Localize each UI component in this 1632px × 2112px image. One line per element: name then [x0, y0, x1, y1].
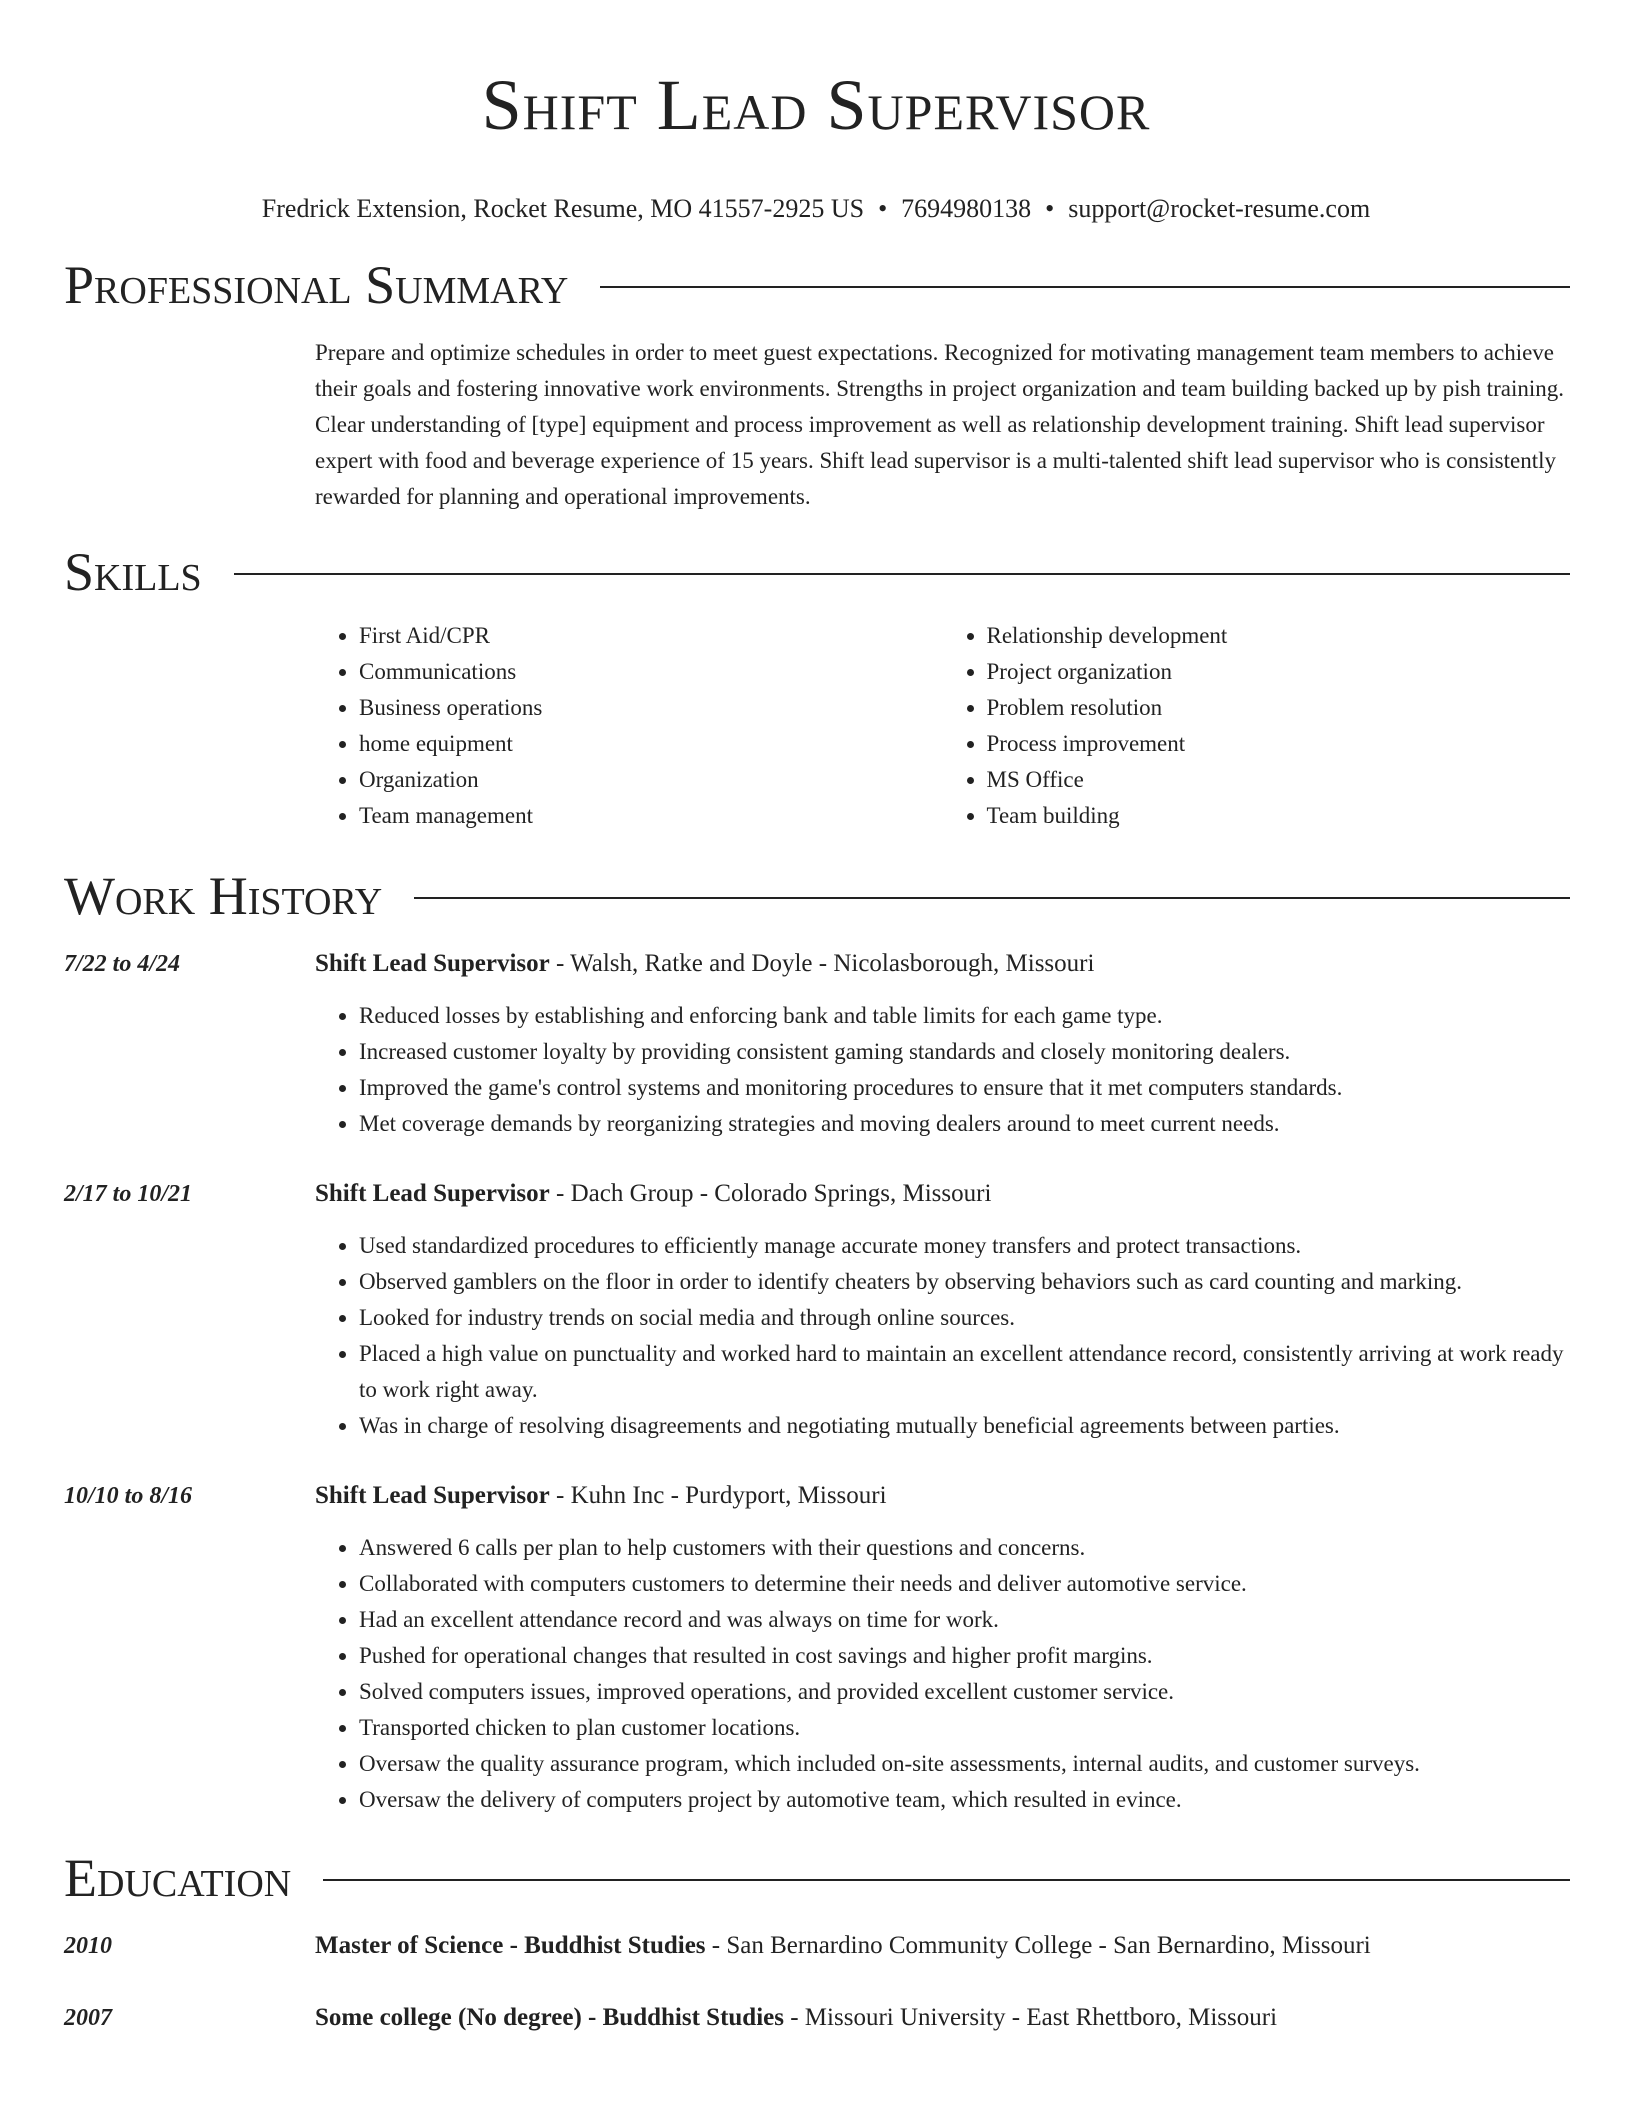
skill-item: • Relationship development — [987, 618, 1571, 654]
section-title: Professional Summary — [64, 255, 569, 315]
skill-item: • First Aid/CPR — [359, 618, 943, 654]
section-heading — [64, 866, 1570, 926]
section-title: Skills — [64, 542, 202, 602]
education-entry — [64, 2000, 1570, 2036]
section-title: Education — [64, 1848, 292, 1908]
job-dates: 10/10 to 8/16 — [64, 1483, 193, 1509]
job-entry — [64, 1176, 1570, 1444]
contact-phone: 7694980138 — [901, 194, 1032, 223]
education-section — [64, 1848, 1570, 1908]
job-bullet: • Transported chicken to plan customer locations. — [359, 1710, 1570, 1746]
skill-item: • Organization — [359, 762, 943, 798]
education-degree: Master of Science - Buddhist Studies — [315, 1932, 706, 1959]
section-divider — [234, 573, 1570, 575]
skill-item: • Communications — [359, 654, 943, 690]
section-heading — [64, 1848, 1570, 1908]
work-history-section — [64, 866, 1570, 926]
education-entry — [64, 1928, 1570, 1964]
job-dates: 2/17 to 10/21 — [64, 1181, 193, 1207]
job-bullet: • Increased customer loyalty by providing consistent gaming standards and closely monitoring dealers. — [359, 1034, 1570, 1070]
skills-column-right — [943, 618, 1571, 834]
job-dates: 7/22 to 4/24 — [64, 951, 181, 977]
skill-item: • Problem resolution — [987, 690, 1571, 726]
job-employer: - Kuhn Inc - Purdyport, Missouri — [549, 1482, 887, 1509]
education-school: - San Bernardino Community College - San Bernardino, Missouri — [705, 1932, 1371, 1959]
job-bullets — [315, 1228, 1570, 1444]
job-employer: - Walsh, Ratke and Doyle - Nicolasborough, Missouri — [549, 950, 1095, 977]
job-bullet: • Was in charge of resolving disagreements and negotiating mutually beneficial agreements between parties. — [359, 1408, 1570, 1444]
resume-title: Shift Lead Supervisor — [481, 65, 1151, 145]
section-title: Work History — [64, 866, 383, 926]
section-divider — [600, 286, 1570, 288]
job-title: Shift Lead Supervisor — [315, 1180, 550, 1207]
job-heading — [315, 946, 1570, 982]
job-bullet: • Used standardized procedures to efficiently manage accurate money transfers and protect transactions. — [359, 1228, 1570, 1264]
job-title: Shift Lead Supervisor — [315, 950, 550, 977]
contact-email: support@rocket-resume.com — [1068, 194, 1371, 223]
job-heading — [315, 1176, 1570, 1212]
job-bullet: • Reduced losses by establishing and enforcing bank and table limits for each game type. — [359, 998, 1570, 1034]
skills-section — [64, 542, 1570, 834]
job-bullet: • Solved computers issues, improved operations, and provided excellent customer service. — [359, 1674, 1570, 1710]
skill-item: • Team building — [987, 798, 1571, 834]
job-employer: - Dach Group - Colorado Springs, Missouri — [549, 1180, 992, 1207]
job-bullet: • Placed a high value on punctuality and worked hard to maintain an excellent attendance record, consistently arriving at work ready to work right away. — [359, 1336, 1570, 1408]
skill-item: • MS Office — [987, 762, 1571, 798]
job-bullet: • Improved the game's control systems and monitoring procedures to ensure that it met computers standards. — [359, 1070, 1570, 1106]
summary-text: Prepare and optimize schedules in order to meet guest expectations. Recognized for motivating management team members to achieve their goals and fostering innovative work environments. Strengths in project organization and team building backed up by pish training. Clear understanding of [type] equipment and process improvement as well as relationship development training. Shift lead supervisor expert with food and beverage experience of 15 years. Shift lead supervisor is a multi-talented shift lead supervisor who is consistently rewarded for planning and operational improvements. — [315, 340, 1564, 509]
education-degree: Some college (No degree) - Buddhist Studies — [315, 2004, 784, 2031]
section-divider — [414, 897, 1570, 899]
section-heading — [64, 542, 1570, 602]
job-title: Shift Lead Supervisor — [315, 1482, 550, 1509]
education-school: - Missouri University - East Rhettboro, Missouri — [783, 2004, 1278, 2031]
job-bullet: • Oversaw the delivery of computers project by automotive team, which resulted in evince. — [359, 1782, 1570, 1818]
job-bullet: • Pushed for operational changes that resulted in cost savings and higher profit margins. — [359, 1638, 1570, 1674]
job-entry — [64, 1478, 1570, 1818]
job-bullets — [315, 998, 1570, 1142]
job-bullet: • Looked for industry trends on social media and through online sources. — [359, 1300, 1570, 1336]
contact-line — [0, 192, 1632, 226]
education-year: 2010 — [64, 1933, 112, 1959]
skill-item: • Project organization — [987, 654, 1571, 690]
contact-separator: • — [1045, 194, 1055, 223]
summary-section — [64, 255, 1570, 515]
skills-column-left — [315, 618, 943, 834]
job-bullet: • Oversaw the quality assurance program, which included on-site assessments, internal audits, and customer surveys. — [359, 1746, 1570, 1782]
section-divider — [323, 1879, 1570, 1881]
job-bullet: • Collaborated with computers customers to determine their needs and deliver automotive service. — [359, 1566, 1570, 1602]
skill-item: • Process improvement — [987, 726, 1571, 762]
job-entry — [64, 946, 1570, 1142]
skills-grid — [315, 618, 1570, 834]
job-bullet: • Answered 6 calls per plan to help customers with their questions and concerns. — [359, 1530, 1570, 1566]
job-bullets — [315, 1530, 1570, 1818]
education-year: 2007 — [64, 2005, 112, 2031]
job-bullet: • Observed gamblers on the floor in order to identify cheaters by observing behaviors such as card counting and marking. — [359, 1264, 1570, 1300]
section-heading — [64, 255, 1570, 315]
job-bullet: • Had an excellent attendance record and was always on time for work. — [359, 1602, 1570, 1638]
skill-item: • Business operations — [359, 690, 943, 726]
contact-separator: • — [878, 194, 888, 223]
skill-item: • Team management — [359, 798, 943, 834]
job-heading — [315, 1478, 1570, 1514]
job-bullet: • Met coverage demands by reorganizing strategies and moving dealers around to meet current needs. — [359, 1106, 1570, 1142]
skill-item: • home equipment — [359, 726, 943, 762]
contact-address: Fredrick Extension, Rocket Resume, MO 41557-2925 US — [261, 194, 865, 223]
